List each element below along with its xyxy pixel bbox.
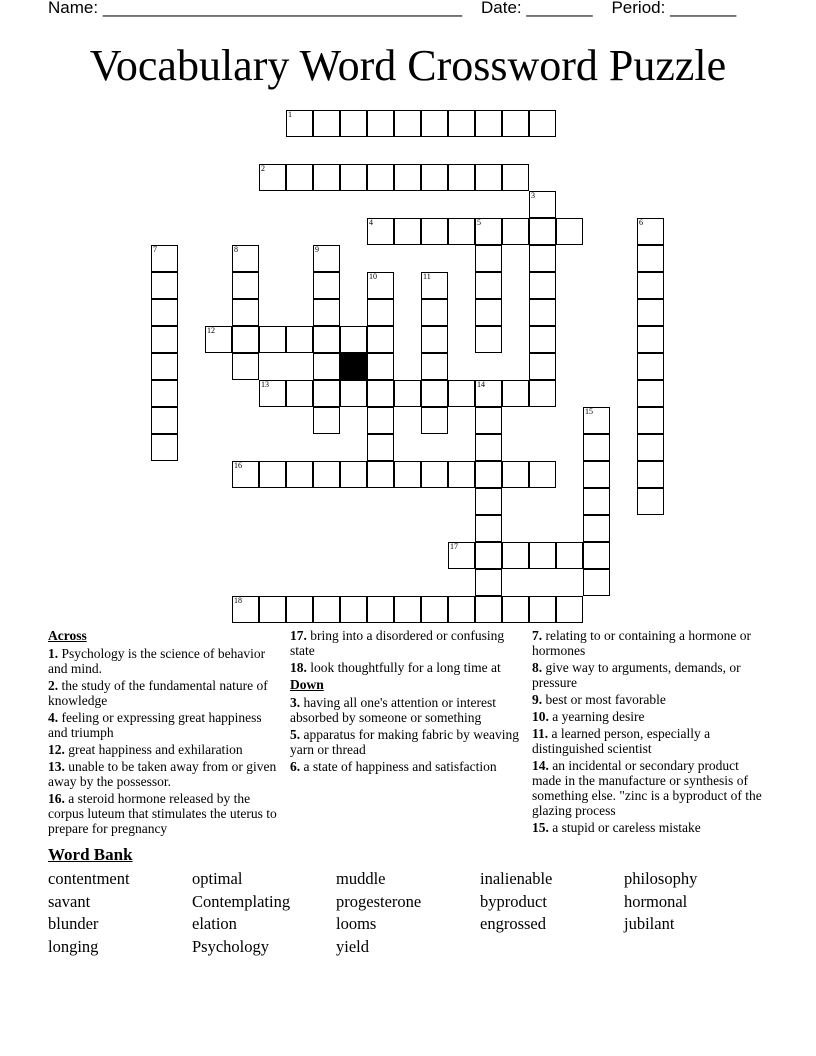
grid-cell[interactable] <box>475 326 502 353</box>
grid-cell[interactable] <box>151 380 178 407</box>
grid-cell[interactable] <box>583 407 610 434</box>
clue-number: 9. <box>532 692 543 707</box>
grid-cell[interactable] <box>394 461 421 488</box>
word-bank-item: contentment <box>48 869 130 888</box>
grid-cell[interactable] <box>259 164 286 191</box>
clue <box>48 646 280 676</box>
grid-cell[interactable] <box>313 164 340 191</box>
grid-cell[interactable] <box>151 272 178 299</box>
grid-cell[interactable] <box>529 272 556 299</box>
grid-cell[interactable] <box>367 164 394 191</box>
across-clue-list-continued <box>290 628 522 675</box>
black-cell <box>340 353 367 380</box>
grid-cell[interactable] <box>313 353 340 380</box>
clue-number: 8 <box>234 245 238 254</box>
grid-cell[interactable] <box>448 461 475 488</box>
grid-cell[interactable] <box>502 461 529 488</box>
clue <box>290 727 522 757</box>
grid-cell[interactable] <box>529 110 556 137</box>
grid-cell[interactable] <box>475 164 502 191</box>
grid-cell[interactable] <box>529 380 556 407</box>
grid-cell[interactable] <box>529 218 556 245</box>
clue-text: bring into a disordered or confusing state <box>290 628 505 658</box>
grid-cell[interactable] <box>367 596 394 623</box>
clue <box>290 695 522 725</box>
grid-cell[interactable] <box>583 434 610 461</box>
clue <box>532 628 764 658</box>
grid-cell[interactable] <box>637 353 664 380</box>
name-field[interactable]: ______________________________________ <box>102 0 463 17</box>
clue <box>290 660 522 675</box>
clue-number: 2. <box>48 678 59 693</box>
grid-cell[interactable] <box>583 569 610 596</box>
grid-cell[interactable] <box>367 110 394 137</box>
clue-text: relating to or containing a hormone or hormones <box>532 628 751 658</box>
grid-cell[interactable] <box>259 461 286 488</box>
word-bank-item: philosophy <box>624 869 698 888</box>
grid-cell[interactable] <box>502 110 529 137</box>
clue-number: 16 <box>234 461 242 470</box>
grid-cell[interactable] <box>313 407 340 434</box>
grid-cell[interactable] <box>313 461 340 488</box>
clue-text: a stupid or careless mistake <box>548 820 701 835</box>
grid-cell[interactable] <box>421 299 448 326</box>
clue-number: 17. <box>290 628 307 643</box>
grid-cell[interactable] <box>529 299 556 326</box>
header <box>48 0 768 19</box>
grid-cell[interactable] <box>529 353 556 380</box>
clue-number: 16. <box>48 791 65 806</box>
grid-cell[interactable] <box>367 299 394 326</box>
grid-cell[interactable] <box>583 461 610 488</box>
grid-cell[interactable] <box>475 569 502 596</box>
grid-cell[interactable] <box>475 218 502 245</box>
grid-cell[interactable] <box>637 245 664 272</box>
word-bank-item: blunder <box>48 914 99 933</box>
clue-text: feeling or expressing great happiness and triumph <box>48 710 262 740</box>
grid-cell[interactable] <box>394 380 421 407</box>
grid-cell[interactable] <box>367 326 394 353</box>
clue-number: 3 <box>531 191 535 200</box>
page-title: Vocabulary Word Crossword Puzzle <box>89 41 727 90</box>
clue <box>48 791 280 836</box>
clue-number: 11 <box>423 272 431 281</box>
clue-number: 12 <box>207 326 215 335</box>
grid-cell[interactable] <box>340 461 367 488</box>
clue-number: 14. <box>532 758 549 773</box>
grid-cell[interactable] <box>529 461 556 488</box>
grid-cell[interactable] <box>151 245 178 272</box>
clue <box>48 678 280 708</box>
clue <box>532 820 764 835</box>
grid-cell[interactable] <box>205 326 232 353</box>
grid-cell[interactable] <box>340 110 367 137</box>
word-bank-item: byproduct <box>480 892 547 911</box>
grid-cell[interactable] <box>232 461 259 488</box>
grid-cell[interactable] <box>637 326 664 353</box>
grid-cell[interactable] <box>286 461 313 488</box>
grid-cell[interactable] <box>421 110 448 137</box>
grid-cell[interactable] <box>529 542 556 569</box>
clue-number: 8. <box>532 660 543 675</box>
clue-number: 15. <box>532 820 549 835</box>
grid-cell[interactable] <box>367 272 394 299</box>
grid-cell[interactable] <box>421 407 448 434</box>
clue-number: 12. <box>48 742 65 757</box>
grid-cell[interactable] <box>340 380 367 407</box>
across-header: Across <box>48 628 87 643</box>
clue-number: 2 <box>261 164 265 173</box>
clue-number: 10 <box>369 272 377 281</box>
grid-cell[interactable] <box>151 434 178 461</box>
grid-cell[interactable] <box>529 245 556 272</box>
clue-number: 14 <box>477 380 485 389</box>
grid-cell[interactable] <box>448 542 475 569</box>
grid-cell[interactable] <box>556 218 583 245</box>
grid-cell[interactable] <box>313 326 340 353</box>
grid-cell[interactable] <box>340 596 367 623</box>
clue-number: 5 <box>477 218 481 227</box>
grid-cell[interactable] <box>286 110 313 137</box>
grid-cell[interactable] <box>340 326 367 353</box>
grid-cell[interactable] <box>475 434 502 461</box>
grid-cell[interactable] <box>151 353 178 380</box>
grid-cell[interactable] <box>637 272 664 299</box>
grid-cell[interactable] <box>313 110 340 137</box>
grid-cell[interactable] <box>394 164 421 191</box>
clue <box>532 726 764 756</box>
grid-cell[interactable] <box>259 596 286 623</box>
grid-cell[interactable] <box>475 407 502 434</box>
grid-cell[interactable] <box>259 326 286 353</box>
grid-cell[interactable] <box>232 596 259 623</box>
clue <box>290 759 522 774</box>
clue-number: 7 <box>153 245 157 254</box>
name-label: Name: <box>48 0 99 17</box>
grid-cell[interactable] <box>421 461 448 488</box>
grid-cell[interactable] <box>475 380 502 407</box>
word-bank-item: elation <box>192 914 237 933</box>
grid-cell[interactable] <box>421 596 448 623</box>
grid-cell[interactable] <box>394 218 421 245</box>
grid-cell[interactable] <box>367 461 394 488</box>
clue-text: a yearning desire <box>548 709 645 724</box>
word-bank-item: optimal <box>192 869 243 888</box>
word-bank-item: progesterone <box>336 892 422 911</box>
grid-cell[interactable] <box>421 353 448 380</box>
grid-cell[interactable] <box>448 110 475 137</box>
grid-cell[interactable] <box>421 326 448 353</box>
grid-cell[interactable] <box>502 164 529 191</box>
clue-number: 6 <box>639 218 643 227</box>
grid-cell[interactable] <box>637 299 664 326</box>
grid-cell[interactable] <box>637 218 664 245</box>
grid-cell[interactable] <box>529 191 556 218</box>
grid-cell[interactable] <box>313 245 340 272</box>
grid-cell[interactable] <box>475 110 502 137</box>
clue <box>48 742 280 757</box>
grid-cell[interactable] <box>313 380 340 407</box>
clue-number: 7. <box>532 628 543 643</box>
grid-cell[interactable] <box>313 272 340 299</box>
grid-cell[interactable] <box>367 380 394 407</box>
clue-number: 15 <box>585 407 593 416</box>
clue-text: an incidental or secondary product made in the manufacture or synthesis of something else. "zinc is a byproduct of the glazing process <box>532 758 762 818</box>
grid-cell[interactable] <box>151 407 178 434</box>
grid-cell[interactable] <box>583 542 610 569</box>
grid-cell[interactable] <box>448 218 475 245</box>
clue <box>48 710 280 740</box>
clue-number: 10. <box>532 709 549 724</box>
grid-cell[interactable] <box>637 461 664 488</box>
grid-cell[interactable] <box>232 326 259 353</box>
clue-text: look thoughtfully for a long time at <box>306 660 501 675</box>
clue-text: a steroid hormone released by the corpus luteum that stimulates the uterus to prepare for pregnancy <box>48 791 277 836</box>
grid-cell[interactable] <box>421 272 448 299</box>
grid-cell[interactable] <box>286 164 313 191</box>
grid-cell[interactable] <box>502 218 529 245</box>
clue-text: a learned person, especially a distinguished scientist <box>532 726 711 756</box>
grid-cell[interactable] <box>286 380 313 407</box>
clue-text: best or most favorable <box>542 692 666 707</box>
grid-cell[interactable] <box>502 542 529 569</box>
grid-cell[interactable] <box>448 380 475 407</box>
grid-cell[interactable] <box>475 596 502 623</box>
grid-cell[interactable] <box>556 542 583 569</box>
word-bank-item: Contemplating <box>192 892 291 911</box>
word-bank-item: savant <box>48 892 91 911</box>
clue-number: 13 <box>261 380 269 389</box>
word-bank-item: jubilant <box>624 914 675 933</box>
grid-cell[interactable] <box>529 596 556 623</box>
grid-cell[interactable] <box>637 407 664 434</box>
clue-text: Psychology is the science of behavior and mind. <box>48 646 266 676</box>
grid-cell[interactable] <box>529 326 556 353</box>
word-bank-item: longing <box>48 937 99 956</box>
word-bank-item: inalienable <box>480 869 553 888</box>
grid-cell[interactable] <box>637 434 664 461</box>
grid-cell[interactable] <box>313 299 340 326</box>
grid-cell[interactable] <box>151 299 178 326</box>
grid-cell[interactable] <box>394 110 421 137</box>
grid-cell[interactable] <box>367 218 394 245</box>
grid-cell[interactable] <box>367 353 394 380</box>
grid-cell[interactable] <box>475 299 502 326</box>
word-bank-item: muddle <box>336 869 386 888</box>
grid-cell[interactable] <box>475 542 502 569</box>
word-bank-item: hormonal <box>624 892 688 911</box>
grid-cell[interactable] <box>637 380 664 407</box>
clue-number: 5. <box>290 727 301 742</box>
clue-text: having all one's attention or interest absorbed by someone or something <box>290 695 497 725</box>
clue-number: 4 <box>369 218 373 227</box>
clue <box>290 628 522 658</box>
grid-cell[interactable] <box>502 380 529 407</box>
grid-cell[interactable] <box>475 245 502 272</box>
clue-number: 4. <box>48 710 59 725</box>
period-field[interactable]: _______ <box>670 0 737 17</box>
grid-cell[interactable] <box>286 596 313 623</box>
grid-cell[interactable] <box>475 515 502 542</box>
clue-number: 17 <box>450 542 458 551</box>
grid-cell[interactable] <box>232 245 259 272</box>
period-label: Period: <box>611 0 666 17</box>
clue <box>532 692 764 707</box>
grid-cell[interactable] <box>340 164 367 191</box>
grid-cell[interactable] <box>232 299 259 326</box>
grid-cell[interactable] <box>448 164 475 191</box>
clues-column-3 <box>532 628 764 837</box>
grid-cell[interactable] <box>259 380 286 407</box>
clues-column-2 <box>290 628 522 776</box>
clue-text: great happiness and exhilaration <box>64 742 243 757</box>
clue <box>532 660 764 690</box>
grid-cell[interactable] <box>421 218 448 245</box>
clue-text: unable to be taken away from or given away by the possessor. <box>48 759 277 789</box>
grid-cell[interactable] <box>421 164 448 191</box>
word-bank-item: looms <box>336 914 377 933</box>
grid-cell[interactable] <box>394 596 421 623</box>
grid-cell[interactable] <box>232 272 259 299</box>
grid-cell[interactable] <box>367 407 394 434</box>
clue-number: 1 <box>288 110 292 119</box>
clue <box>532 758 764 818</box>
word-bank-item: Psychology <box>192 937 270 956</box>
clues-column-1 <box>48 628 280 838</box>
grid-cell[interactable] <box>502 596 529 623</box>
word-bank-item: engrossed <box>480 914 546 933</box>
clue-text: give way to arguments, demands, or pressure <box>532 660 741 690</box>
grid-cell[interactable] <box>475 488 502 515</box>
grid-cell[interactable] <box>232 353 259 380</box>
word-bank-title: Word Bank <box>48 845 133 864</box>
clue-number: 18. <box>290 660 307 675</box>
grid-cell[interactable] <box>475 272 502 299</box>
grid-cell[interactable] <box>637 488 664 515</box>
date-label: Date: <box>481 0 522 17</box>
down-clue-list <box>290 695 522 774</box>
grid-cell[interactable] <box>448 596 475 623</box>
clue-number: 11. <box>532 726 549 741</box>
clue-text: a state of happiness and satisfaction <box>300 759 497 774</box>
grid-cell[interactable] <box>151 326 178 353</box>
clue-number: 1. <box>48 646 59 661</box>
clue-number: 9 <box>315 245 319 254</box>
clue <box>48 759 280 789</box>
word-bank-item: yield <box>336 937 369 956</box>
date-field[interactable]: _______ <box>526 0 593 17</box>
clue-number: 3. <box>290 695 301 710</box>
grid-cell[interactable] <box>583 488 610 515</box>
grid-cell[interactable] <box>286 326 313 353</box>
clue-text: apparatus for making fabric by weaving yarn or thread <box>290 727 520 757</box>
clue-number: 6. <box>290 759 301 774</box>
grid-cell[interactable] <box>367 434 394 461</box>
grid-cell[interactable] <box>583 515 610 542</box>
grid-cell[interactable] <box>475 461 502 488</box>
grid-cell[interactable] <box>421 380 448 407</box>
clue-text: the study of the fundamental nature of knowledge <box>48 678 268 708</box>
grid-cell[interactable] <box>313 596 340 623</box>
down-clue-list-continued <box>532 628 764 835</box>
clue-number: 18 <box>234 596 242 605</box>
grid-cell[interactable] <box>556 596 583 623</box>
clue <box>532 709 764 724</box>
down-header: Down <box>290 677 324 692</box>
clue-number: 13. <box>48 759 65 774</box>
across-clue-list <box>48 646 280 836</box>
